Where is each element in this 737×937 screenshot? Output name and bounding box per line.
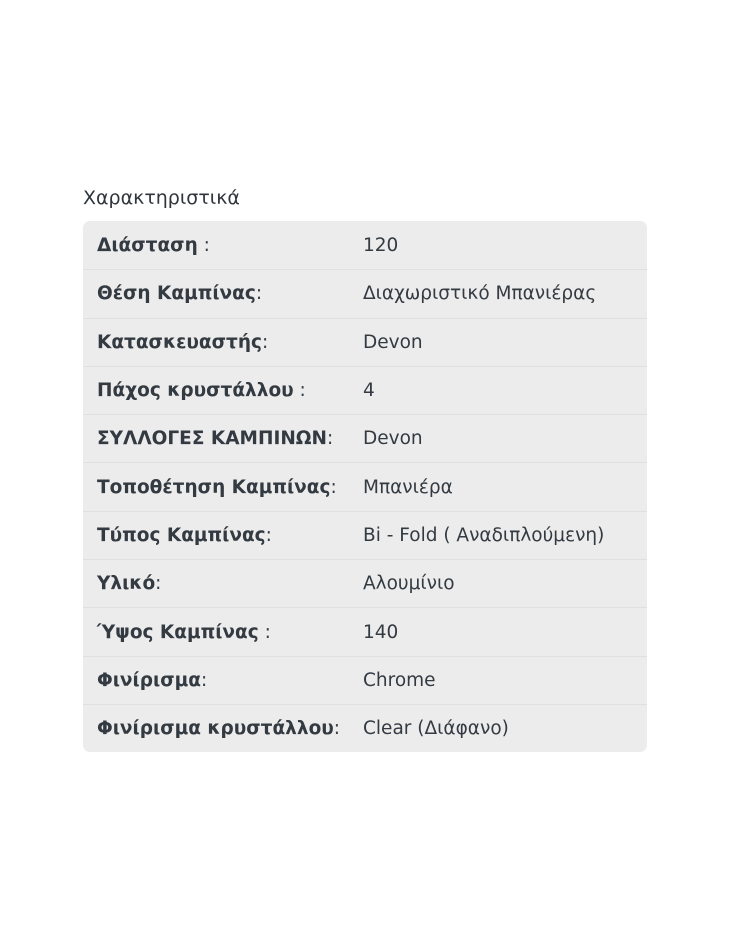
spec-row-glass-finish (83, 704, 647, 752)
spec-label: Θέση Καμπίνας: (97, 283, 263, 305)
spec-value: Διαχωριστικό Μπανιέρας (363, 283, 597, 305)
spec-value: 4 (363, 380, 375, 402)
spec-label: Διάσταση : (97, 234, 210, 256)
spec-row-collections (83, 414, 647, 462)
spec-row-manufacturer (83, 318, 647, 366)
spec-row-finish (83, 656, 647, 704)
specifications-table (83, 221, 647, 752)
spec-label: Τύπος Καμπίνας: (97, 524, 272, 546)
spec-row-glass-thickness (83, 366, 647, 414)
spec-label: Πάχος κρυστάλλου : (97, 380, 306, 402)
spec-value: Bi - Fold ( Αναδιπλούμενη) (363, 524, 605, 546)
spec-label: Τοποθέτηση Καμπίνας: (97, 476, 337, 498)
spec-row-cabin-placement (83, 462, 647, 510)
spec-value: 120 (363, 234, 399, 256)
spec-label: Υλικό: (97, 573, 162, 595)
specifications-section (83, 185, 647, 752)
spec-label: ΣΥΛΛΟΓΕΣ ΚΑΜΠΙΝΩΝ: (97, 428, 334, 450)
spec-label: Φινίρισμα κρυστάλλου: (97, 718, 341, 740)
spec-value: Μπανιέρα (363, 476, 453, 498)
spec-value: Devon (363, 331, 423, 353)
spec-row-cabin-height (83, 607, 647, 655)
spec-row-cabin-position (83, 269, 647, 317)
spec-row-material (83, 559, 647, 607)
spec-value: Chrome (363, 669, 436, 691)
spec-label: Κατασκευαστής: (97, 331, 269, 353)
spec-row-dimension (83, 221, 647, 269)
spec-value: Clear (Διάφανο) (363, 718, 509, 740)
spec-value: 140 (363, 621, 399, 643)
section-title: Χαρακτηριστικά (83, 187, 240, 209)
spec-row-cabin-type (83, 511, 647, 559)
spec-label: Φινίρισμα: (97, 669, 208, 691)
spec-value: Devon (363, 428, 423, 450)
spec-value: Αλουμίνιο (363, 573, 455, 595)
spec-label: Ύψος Καμπίνας : (97, 621, 271, 643)
